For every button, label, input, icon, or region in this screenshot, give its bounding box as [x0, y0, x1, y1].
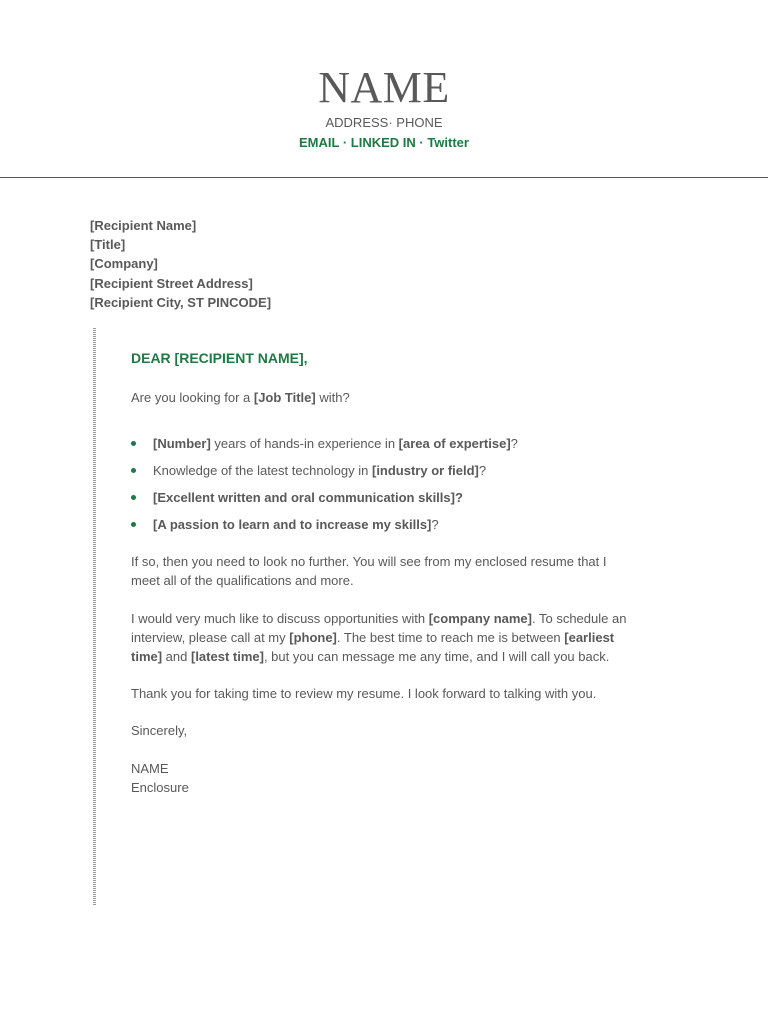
bullet-bold: [industry or field]: [371, 463, 479, 479]
list-item: [131, 515, 671, 534]
bullet-bold: [Excellent written and oral communication skills]?: [153, 490, 463, 506]
bullet-icon: [131, 441, 136, 446]
bullet-text: years of hands-in experience in: [210, 436, 399, 452]
bullet-bold: [A passion to learn and to increase my skills]: [153, 517, 432, 533]
para2-text: I would very much like to discuss opportunities with: [131, 610, 429, 626]
bullet-text: ?: [478, 463, 487, 479]
para2-text: and: [162, 649, 191, 665]
list-item: [131, 488, 671, 507]
recipient-name: [Recipient Name]: [90, 218, 197, 233]
bullet-text: ?: [431, 517, 439, 533]
signature-block: [131, 759, 671, 797]
qualifications-list: [131, 434, 671, 534]
para2-bold: [company name]: [428, 610, 532, 626]
para2-bold: [phone]: [289, 629, 337, 645]
paragraph-qualifications: [131, 552, 671, 590]
bullet-bold: [area of expertise]: [398, 436, 511, 452]
recipient-company: [Company]: [90, 256, 158, 272]
para1-line1: If so, then you need to look no further. You will see from my enclosed resume that I: [131, 554, 607, 570]
bullet-text: ?: [510, 436, 518, 452]
closing: Sincerely,: [131, 723, 188, 739]
para2-text: . To schedule an: [532, 610, 627, 626]
paragraph-schedule: [131, 609, 671, 667]
recipient-title: [Title]: [90, 237, 126, 253]
para2-bold: [latest time]: [190, 649, 264, 665]
header-divider: [0, 177, 768, 178]
intro-paragraph: [131, 388, 671, 407]
list-item: [131, 434, 671, 453]
para1-line2: meet all of the qualifications and more.: [131, 573, 354, 589]
intro-pre: Are you looking for a: [131, 390, 254, 405]
letter-side-bar: [93, 328, 96, 906]
bullet-icon: [131, 495, 136, 500]
recipient-block: [90, 216, 271, 312]
recipient-street: [Recipient Street Address]: [90, 275, 253, 291]
signature-name: NAME: [131, 760, 169, 776]
intro-post: with?: [315, 390, 350, 405]
para2-text: interview, please call at my: [131, 629, 290, 645]
para2-text: , but you can message me any time, and I will call you back.: [263, 649, 610, 665]
applicant-name: NAME: [318, 63, 450, 112]
paragraph-thanks: Thank you for taking time to review my resume. I look forward to talking with you.: [131, 686, 597, 702]
list-item: [131, 461, 671, 480]
enclosure-note: Enclosure: [131, 779, 189, 795]
para2-bold: [earliest: [564, 629, 615, 645]
bullet-icon: [131, 468, 136, 473]
intro-job-title: [Job Title]: [253, 390, 316, 405]
address-phone-line: ADDRESS· PHONE: [325, 115, 443, 130]
contact-links-line: EMAIL · LINKED IN · Twitter: [299, 135, 469, 150]
para2-bold: time]: [131, 649, 163, 665]
bullet-icon: [131, 522, 136, 527]
recipient-city: [Recipient City, ST PINCODE]: [90, 294, 272, 310]
bullet-bold: [Number]: [153, 436, 211, 452]
bullet-text: Knowledge of the latest technology in: [153, 463, 372, 479]
para2-text: . The best time to reach me is between: [336, 629, 565, 645]
salutation: DEAR [RECIPIENT NAME],: [131, 350, 308, 366]
letter-body: [131, 348, 671, 797]
